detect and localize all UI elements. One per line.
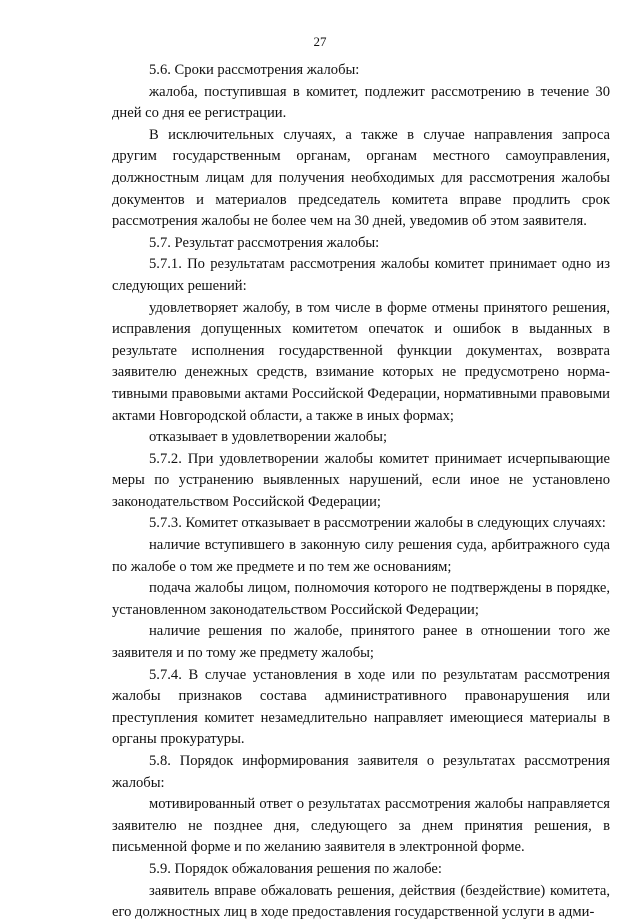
paragraph-5-7-heading: 5.7. Результат рассмотрения жалобы:	[149, 234, 380, 251]
paragraph-unauthorized-person: подача жалобы лицом, полномочия которого не подтверждены в порядке, установленном законодательством Российской Федерации;	[112, 580, 610, 618]
paragraph-5-8-heading: 5.8. Порядок информирования заявителя о результатах рассмотрения жалобы:	[112, 753, 610, 791]
document-body	[112, 60, 610, 924]
paragraph-satisfies-complaint: удовлетворяет жалобу, в том числе в форме отмены принятого решения, исправления допущенных комитетом опечаток и ошибок в выданных в результате исполнения государственной функции документах, возврата заявителю денежных средств, взимание которых не предусмотрено норма-тивными правовыми актами Российской Федерации, нормативными правовыми актами Новгородской области, а также в иных формах;	[112, 299, 610, 424]
paragraph-5-9-text: заявитель вправе обжаловать решения, действия (бездействие) комитета, его должностных лиц в ходе предоставления государственной услуги в адми-	[112, 882, 610, 921]
paragraph-5-9-heading: 5.9. Порядок обжалования решения по жалобе:	[149, 860, 442, 877]
paragraph-5-6-text: жалоба, поступившая в комитет, подлежит рассмотрению в течение 30 дней со дня ее регистрации.	[112, 83, 610, 122]
paragraph-5-7-3: 5.7.3. Комитет отказывает в рассмотрении жалобы в следующих случаях:	[149, 515, 606, 532]
paragraph-court-decision: наличие вступившего в законную силу решения суда, арбитражного суда по жалобе о том же предмете и по тем же основаниям;	[112, 537, 610, 575]
paragraph-5-7-1: 5.7.1. По результатам рассмотрения жалобы комитет принимает одно из следующих решений:	[112, 256, 610, 294]
paragraph-5-7-2: 5.7.2. При удовлетворении жалобы комитет принимает исчерпывающие меры по устранению выявленных нарушений, если иное не установлено законодательством Российской Федерации;	[112, 450, 610, 510]
paragraph-5-8-text: мотивированный ответ о результатах рассмотрения жалобы направляется заявителю не позднее дня, следующего за днем принятия решения, в письменной форме и по желанию заявителя в электронной форме.	[112, 796, 610, 856]
paragraph-prior-decision: наличие решения по жалобе, принятого ранее в отношении того же заявителя и по тому же предмету жалобы;	[112, 623, 610, 662]
paragraph-5-6-heading: 5.6. Сроки рассмотрения жалобы:	[149, 62, 360, 78]
paragraph-refuses-complaint: отказывает в удовлетворении жалобы;	[149, 429, 388, 446]
paragraph-exceptional-cases: В исключительных случаях, а также в случае направления запроса другим государственным органам, органам местного самоуправления, должностным лицам для получения необходимых для рассмотрения жалобы документов и материалов председатель комитета вправе продлить срок рассмотрения жалобы не более чем на 30 дней, уведомив об этом заявителя.	[112, 126, 610, 230]
page-number: 27	[313, 34, 327, 49]
paragraph-5-7-4: 5.7.4. В случае установления в ходе или по результатам рассмотрения жалобы признаков состава административного правонарушения или преступления комитет незамедлительно направляет имеющиеся материалы в органы прокуратуры.	[112, 666, 610, 748]
